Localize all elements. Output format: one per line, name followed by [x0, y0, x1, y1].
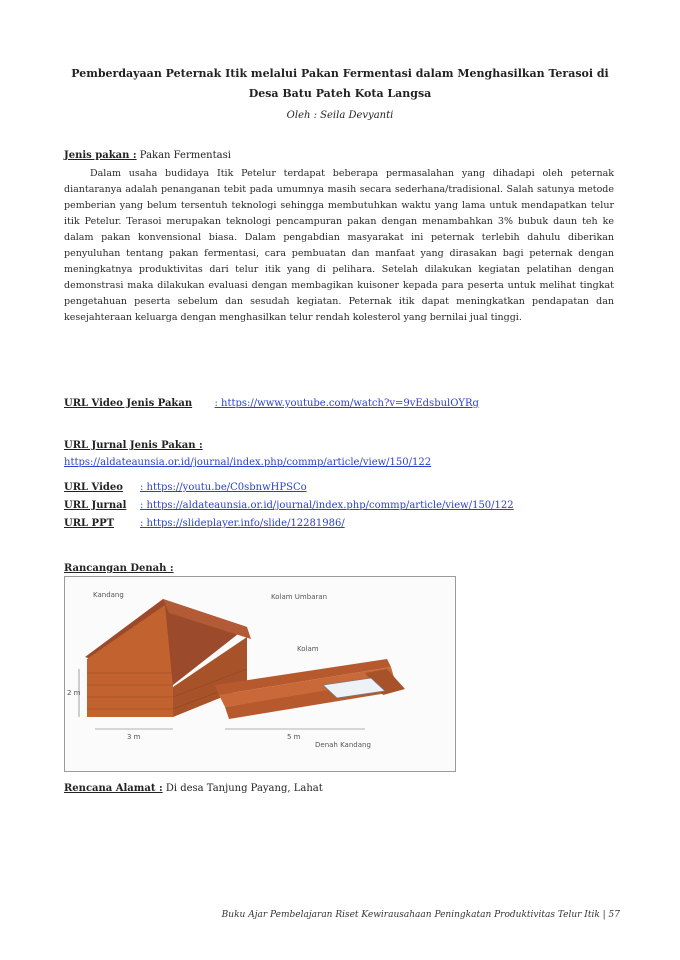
- body-paragraph: Dalam usaha budidaya Itik Petelur terdapat beberapa permasalahan yang dihadapi oleh peternak diantaranya adalah penanganan tebit pada umumnya masih secara sederhana/tradisional. Salah satunya metode pemberian yang belum tersentuh teknologi sehingga membutuhkan waktu yang lama untuk mendapatkan telur itik Petelur. Terasoi merupakan teknologi pencampuran pakan dengan menambahkan 3% bubuk daun teh ke dalam pakan konvensional biasa. Dalam pengabdian masyarakat ini peternak terlebih dahulu diberikan penyuluhan tentang pakan fermentasi, cara pembuatan dan manfaat yang dirasakan bagi peternak dengan meningkatnya produktivitas dari telur itik yang di pelihara. Setelah dilakukan kegiatan pelatihan dengan demonstrasi maka dilakukan evaluasi dengan membagikan kuisoner kepada para peserta untuk melihat tingkat pengetahuan peserta sebelum dan sesudah kegiatan. Peternak itik dapat meningkatkan pendapatan dan kesejahteraan keluarga dengan menghasilkan telur rendah kolesterol yang bernilai jual tinggi.: [64, 168, 614, 323]
- url-ppt-link[interactable]: : https://slideplayer.info/slide/12281986/: [140, 518, 345, 529]
- alamat-label: Rencana Alamat :: [64, 783, 163, 794]
- figure-caption: Denah Kandang: [315, 741, 371, 749]
- title-line-2: Desa Batu Pateh Kota Langsa: [248, 87, 432, 100]
- url-ppt-row: [64, 518, 345, 529]
- url-jurnal-row: [64, 500, 514, 511]
- url-jurnal-jenis-label: URL Jurnal Jenis Pakan :: [64, 440, 203, 451]
- url-jurnal-jenis-label-row: [64, 440, 203, 451]
- figure-label-area: Kolam Umbaran: [271, 593, 328, 601]
- url-video-row: [64, 482, 307, 493]
- figure-label-len2: 5 m: [287, 733, 301, 741]
- url-jurnal-link[interactable]: : https://aldateaunsia.or.id/journal/index.php/commp/article/view/150/122: [140, 500, 514, 511]
- jenis-pakan-line: [64, 150, 231, 161]
- url-jurnal-jenis-link[interactable]: https://aldateaunsia.or.id/journal/index.php/commp/article/view/150/122: [64, 457, 432, 468]
- figure-label-width: 2 m: [67, 689, 81, 697]
- url-video-jenis-link[interactable]: : https://www.youtube.com/watch?v=9vEdsbulOYRg: [214, 398, 479, 409]
- url-video-jenis-label: URL Video Jenis Pakan: [64, 398, 193, 409]
- url-video-label: URL Video: [64, 482, 123, 493]
- figure-label-pool: Kolam: [297, 645, 319, 653]
- alamat-value: Di desa Tanjung Payang, Lahat: [162, 783, 323, 794]
- floor-plan-figure: [64, 576, 456, 772]
- url-jurnal-label: URL Jurnal: [64, 500, 127, 511]
- jenis-pakan-label: Jenis pakan :: [64, 150, 137, 161]
- url-video-link[interactable]: : https://youtu.be/C0sbnwHPSCo: [140, 482, 307, 493]
- page-footer: Buku Ajar Pembelajaran Riset Kewirausahaan Peningkatan Produktivitas Telur Itik | 57: [221, 910, 620, 920]
- url-jurnal-jenis-row: [64, 457, 431, 468]
- url-ppt-label: URL PPT: [64, 518, 115, 529]
- denah-label: Rancangan Denah :: [64, 563, 174, 574]
- floor-plan-drawing: [65, 577, 455, 771]
- house-front-wall: [87, 605, 173, 717]
- alamat-line: [64, 783, 323, 794]
- jenis-pakan-value: Pakan Fermentasi: [136, 150, 231, 161]
- figure-label-len1: 3 m: [127, 733, 141, 741]
- figure-label-house: Kandang: [93, 591, 124, 599]
- title-line-1: Pemberdayaan Peternak Itik melalui Pakan Fermentasi dalam Menghasilkan Terasoi di: [71, 67, 609, 80]
- url-video-jenis-row: [64, 398, 479, 409]
- document-title: [60, 64, 620, 104]
- author-line: Oleh : Seila Devyanti: [286, 110, 394, 121]
